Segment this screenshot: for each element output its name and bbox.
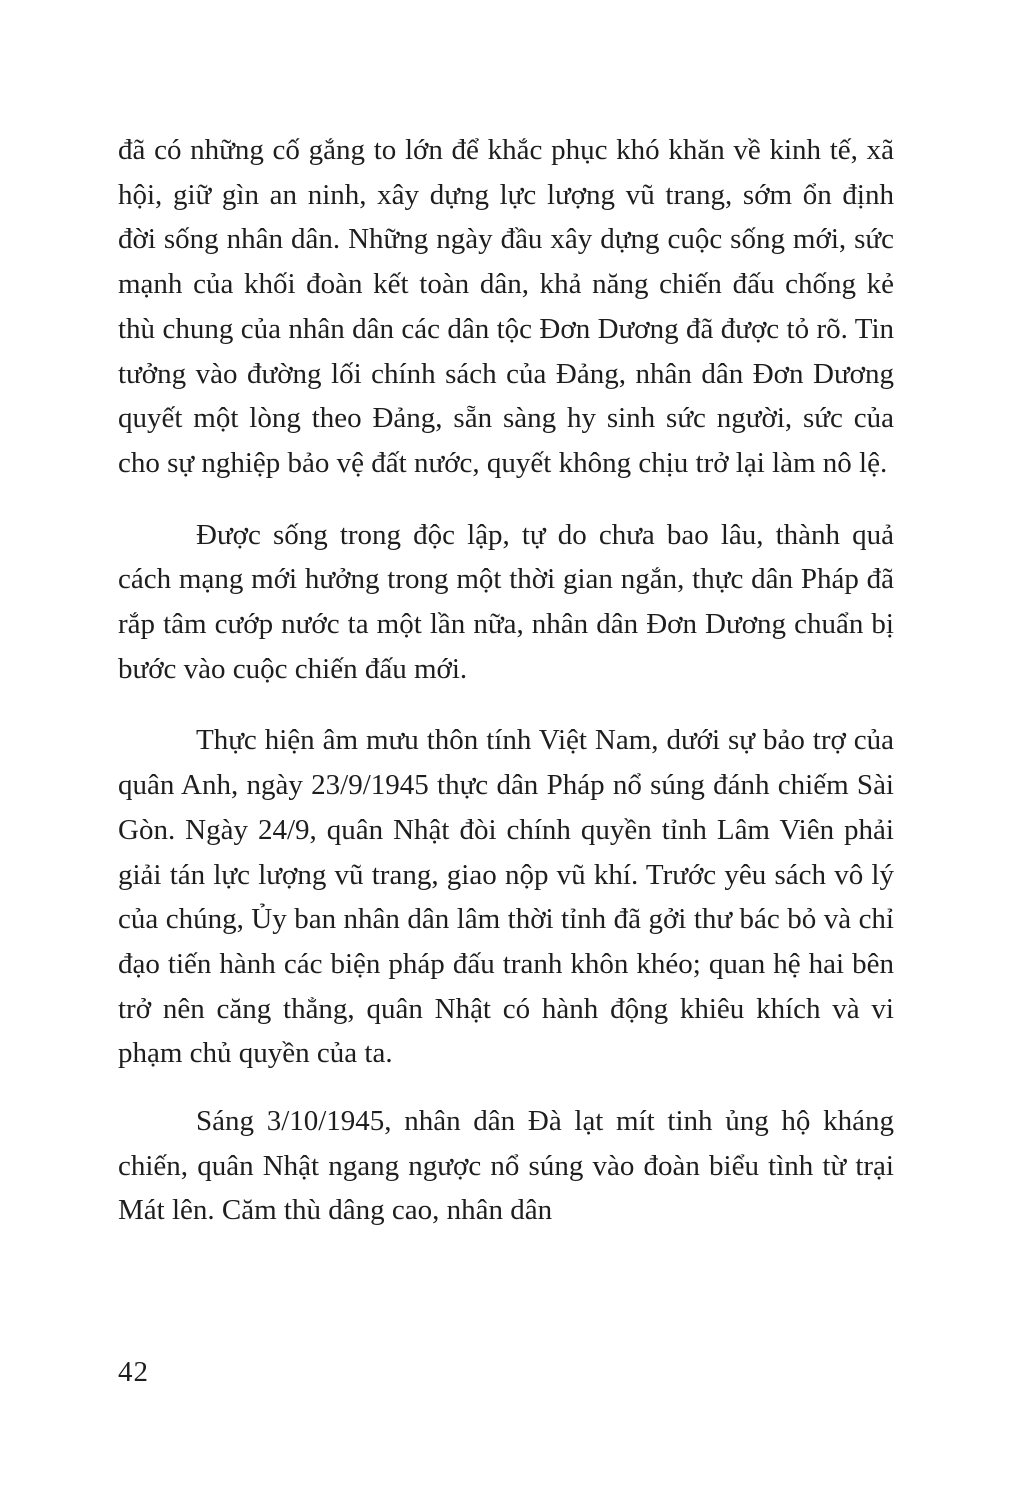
paragraph-2: Được sống trong độc lập, tự do chưa bao lâu, thành quả cách mạng mới hưởng trong một thời gian ngắn, thực dân Pháp đã rắp tâm cướp nước ta một lần nữa, nhân dân Đơn Dương chuẩn bị bước vào cuộc chiến đấu mới. (118, 518, 894, 685)
body-text (118, 128, 894, 1233)
paragraph-4: Sáng 3/10/1945, nhân dân Đà lạt mít tinh ủng hộ kháng chiến, quân Nhật ngang ngược nổ súng vào đoàn biểu tình từ trại Mát lên. Căm thù dâng cao, nhân dân (118, 1105, 894, 1227)
paragraph-3: Thực hiện âm mưu thôn tính Việt Nam, dưới sự bảo trợ của quân Anh, ngày 23/9/1945 thực dân Pháp nổ súng đánh chiếm Sài Gòn. Ngày 24/9, quân Nhật đòi chính quyền tỉnh Lâm Viên phải giải tán lực lượng vũ trang, giao nộp vũ khí. Trước yêu sách vô lý của chúng, Ủy ban nhân dân lâm thời tỉnh đã gởi thư bác bỏ và chỉ đạo tiến hành các biện pháp đấu tranh khôn khéo; quan hệ hai bên trở nên căng thẳng, quân Nhật có hành động khiêu khích và vi phạm chủ quyền của ta. (118, 724, 894, 1070)
paragraph-1: đã có những cố gắng to lớn để khắc phục khó khăn về kinh tế, xã hội, giữ gìn an ninh, xây dựng lực lượng vũ trang, sớm ổn định đời sống nhân dân. Những ngày đầu xây dựng cuộc sống mới, sức mạnh của khối đoàn kết toàn dân, khả năng chiến đấu chống kẻ thù chung của nhân dân các dân tộc Đơn Dương đã được tỏ rõ. Tin tưởng vào đường lối chính sách của Đảng, nhân dân Đơn Dương quyết một lòng theo Đảng, sẵn sàng hy sinh sức người, sức của cho sự nghiệp bảo vệ đất nước, quyết không chịu trở lại làm nô lệ. (118, 134, 894, 479)
page-number: 42 (118, 1356, 149, 1388)
